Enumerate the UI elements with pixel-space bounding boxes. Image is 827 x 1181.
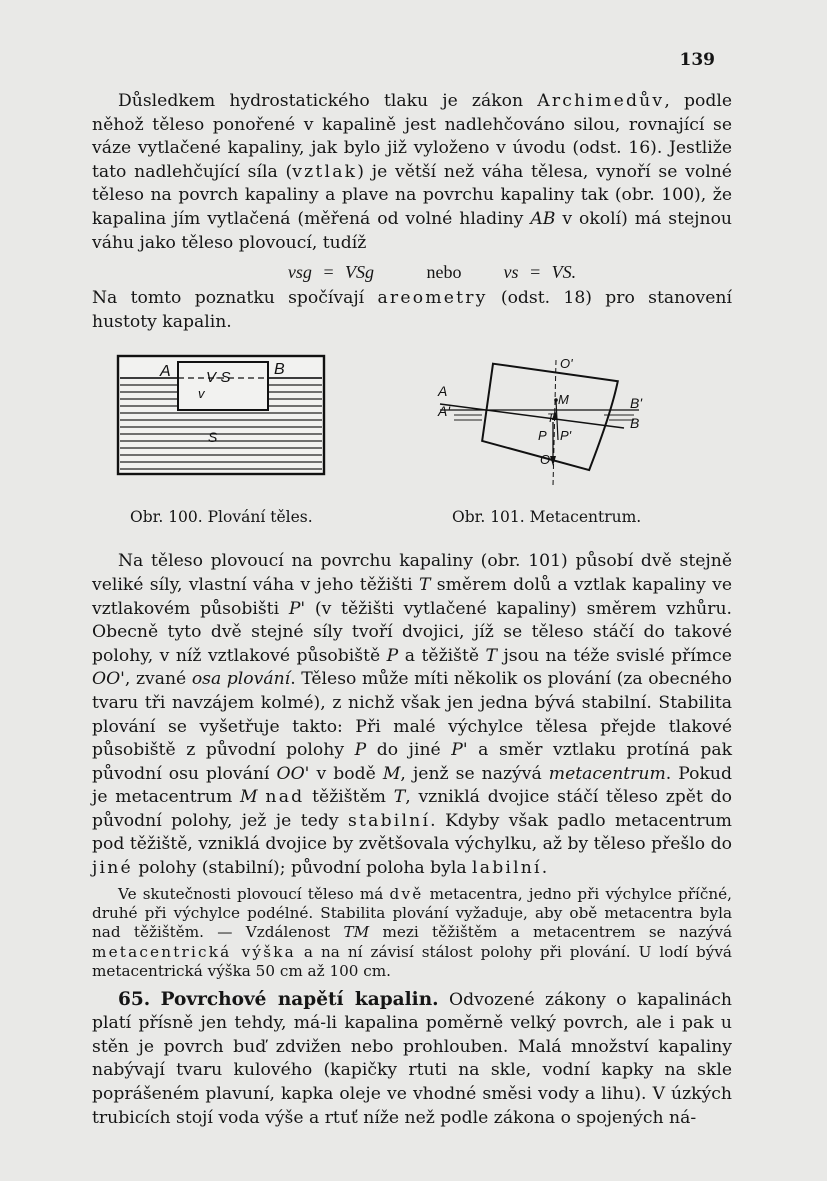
label-a: A <box>160 363 171 381</box>
section-title: Povrchové napětí kapalin. <box>160 988 439 1010</box>
label-b-prime: B' <box>630 395 643 412</box>
label-v: v <box>198 386 205 402</box>
caption-figure-100: Obr. 100. Plování těles. <box>130 508 313 527</box>
label-o-prime: O' <box>560 356 573 372</box>
label-s: S <box>208 429 218 446</box>
label-p: P <box>538 428 547 444</box>
label-t: T <box>547 411 555 426</box>
note-metacentric-height: Ve skutečnosti plovoucí těleso má dvě metacentra, jedno při výchylce příčné, druhé při výchylce podélné. Stabilita plování vyžaduje, aby obě metacentra byla nad těžištěm. — Vzdálenost TM mezi těžištěm a metacentrem se nazývá metacentrická výška a na ní závisí stálost polohy při plování. U lodí bývá metacentrická výška 50 cm až 100 cm. <box>92 884 732 981</box>
paragraph-areometry: Na tomto poznatku spočívají areometry (odst. 18) pro stanovení hustoty kapalin. <box>92 288 732 332</box>
page-content <box>92 90 732 1130</box>
buoyancy-equation: vsg = VSg nebo vs = VS. <box>287 262 577 283</box>
label-a: A <box>438 383 448 400</box>
caption-figure-101: Obr. 101. Metacentrum. <box>452 508 642 527</box>
label-b: B <box>274 361 285 379</box>
page-number: 139 <box>679 50 715 70</box>
label-m: M <box>558 392 569 408</box>
label-p-prime: P' <box>560 428 572 444</box>
figure-metacentre <box>434 352 664 502</box>
label-vs: V-S <box>206 369 231 387</box>
paragraph-archimedes: Důsledkem hydrostatického tlaku je zákon Archimedův, podle něhož těleso ponořené v kapalině jest nadlehčováno silou, rovnající se váze vytlačené kapaliny, jak bylo již vyloženo v úvodu (odst. 16). Jestliže tato nadlehčující síla (vztlak) je větší než váha tělesa, vynoří se volné těleso na povrch kapaliny a plave na povrchu kapaliny tak (obr. 100), že kapalina jím vytlačená (měřená od volné hladiny AB v okolí) má stejnou váhu jako těleso plovoucí, tudíž <box>92 91 732 253</box>
figures-row <box>92 346 732 546</box>
figure-floating-bodies <box>116 354 366 499</box>
section-65: 65. Povrchové napětí kapalin. Odvozené zákony o kapalinách platí přísně jen tehdy, má-li kapalina poměrně velký povrch, ale i pak u stěn je povrch buď zdvižen nebo prohlouben. Malá množství kapaliny nabývají tvaru kulového (kapičky rtuti na skle, vodní kapky na skle poprášeném plavuní, kapka oleje ve vhodné směsi vody a lihu). V úzkých trubicích stojí voda výše a rtuť níže než podle zákona o spojených ná- <box>92 988 732 1128</box>
label-o: O <box>540 452 551 468</box>
label-a-prime: A' <box>438 403 451 420</box>
label-b: B <box>630 415 640 432</box>
paragraph-metacentre: Na těleso plovoucí na povrchu kapaliny (obr. 101) působí dvě stejně veliké síly, vlastní váha v jeho těžišti T směrem dolů a vztlak kapaliny ve vztlakovém působišti P' (v těžišti vytlačené kapaliny) směrem vzhůru. Obecně tyto dvě stejné síly tvoří dvojici, jíž se těleso stáčí do takové polohy, v níž vztlakové působiště P a těžiště T jsou na téže svislé přímce OO', zvané osa plování. Těleso může míti několik os plování (za obecného tvaru tři navzájem kolmé), z nichž však jen jedna bývá stabilní. Stabilita plování se vyšetřuje takto: Při malé výchylce tělesa přejde tlakové působiště z původní polohy P do jiné P' a směr vztlaku protíná pak původní osu plování OO' v bodě M, jenž se nazývá metacentrum. Pokud je metacentrum M nad těžištěm T, vzniklá dvojice stáčí těleso zpět do původní polohy, jež je tedy stabilní. Kdyby však padlo metacentrum pod těžiště, vzniklá dvojice by zvětšovala výchylku, až by těleso přešlo do jiné polohy (stabilní); původní poloha byla labilní. <box>92 551 733 879</box>
section-number: 65. <box>118 988 151 1010</box>
